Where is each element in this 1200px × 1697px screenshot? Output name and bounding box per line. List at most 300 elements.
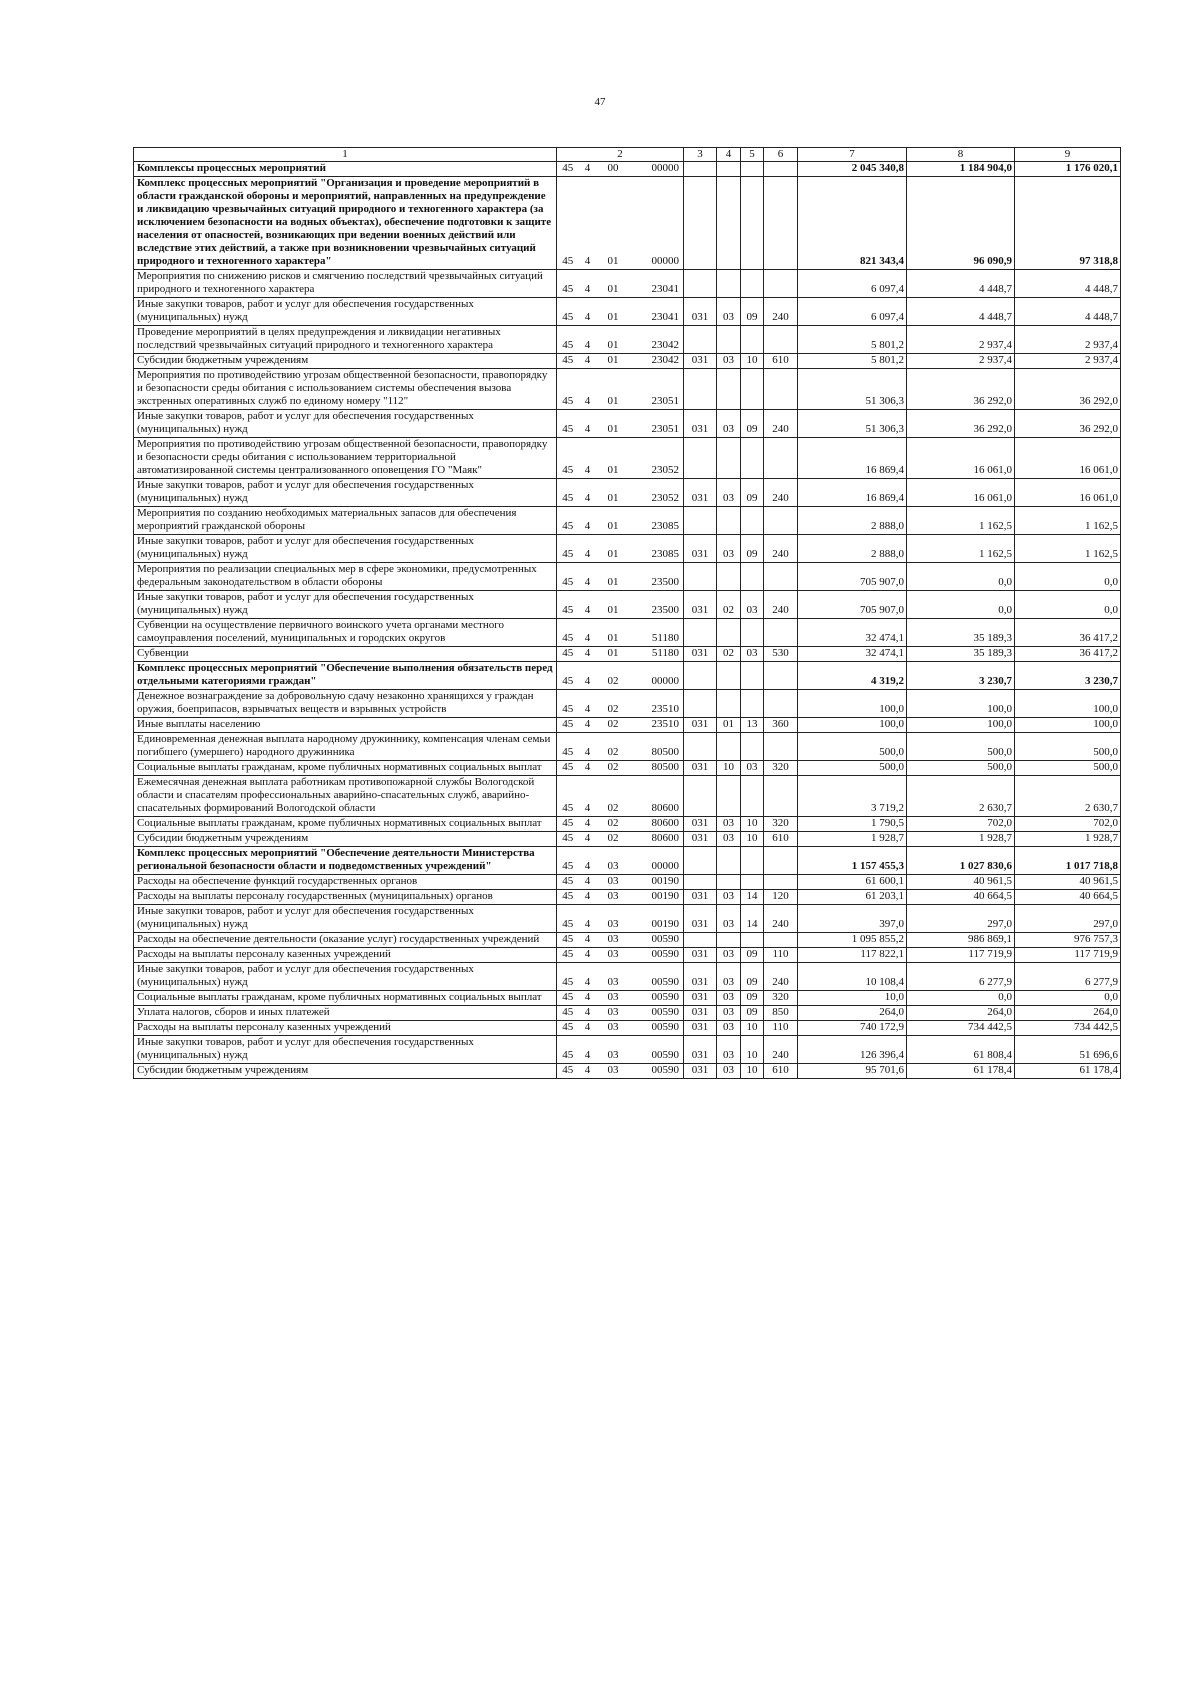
amount-col8: 2 937,4 <box>907 354 1015 369</box>
code-section: 03 <box>717 535 741 563</box>
col-header-4: 4 <box>717 148 741 162</box>
code-direction: 00000 <box>630 177 684 270</box>
code-subsection: 14 <box>741 890 764 905</box>
amount-col7: 6 097,4 <box>798 298 907 326</box>
amount-col7: 500,0 <box>798 733 907 761</box>
amount-col9: 0,0 <box>1015 591 1121 619</box>
amount-col9: 36 292,0 <box>1015 410 1121 438</box>
code-section: 03 <box>717 1064 741 1079</box>
amount-col8: 297,0 <box>907 905 1015 933</box>
table-row <box>134 847 1121 875</box>
amount-col9: 297,0 <box>1015 905 1121 933</box>
amount-col8: 6 277,9 <box>907 963 1015 991</box>
code-group: 45 <box>557 647 579 662</box>
amount-col9: 0,0 <box>1015 563 1121 591</box>
code-ministry <box>684 438 717 479</box>
code-subsection <box>741 507 764 535</box>
row-name: Расходы на выплаты персоналу государственных (муниципальных) органов <box>134 890 557 905</box>
amount-col8: 40 961,5 <box>907 875 1015 890</box>
col-header-1: 1 <box>134 148 557 162</box>
amount-col8: 500,0 <box>907 761 1015 776</box>
row-name: Мероприятия по реализации специальных мер в сфере экономики, предусмотренных федеральным законодательством в области обороны <box>134 563 557 591</box>
amount-col9: 3 230,7 <box>1015 662 1121 690</box>
code-subsection: 03 <box>741 761 764 776</box>
table-row <box>134 733 1121 761</box>
code-expense-type: 110 <box>764 1021 798 1036</box>
code-direction: 00590 <box>630 1036 684 1064</box>
row-name: Комплексы процессных мероприятий <box>134 162 557 177</box>
table-row <box>134 817 1121 832</box>
code-expense-type <box>764 733 798 761</box>
code-subsection: 09 <box>741 1006 764 1021</box>
code-subgroup: 4 <box>579 162 597 177</box>
code-complex: 03 <box>597 1006 630 1021</box>
row-name: Иные закупки товаров, работ и услуг для обеспечения государственных (муниципальных) нужд <box>134 905 557 933</box>
code-ministry: 031 <box>684 1021 717 1036</box>
row-name: Социальные выплаты гражданам, кроме публичных нормативных социальных выплат <box>134 817 557 832</box>
amount-col7: 51 306,3 <box>798 369 907 410</box>
row-name: Комплекс процессных мероприятий "Обеспечение выполнения обязательств перед отдельными категориями граждан" <box>134 662 557 690</box>
code-subsection: 14 <box>741 905 764 933</box>
code-subgroup: 4 <box>579 963 597 991</box>
row-name: Комплекс процессных мероприятий "Обеспечение деятельности Министерства региональной безопасности области и подведомственных учреждений" <box>134 847 557 875</box>
code-section <box>717 662 741 690</box>
table-row <box>134 438 1121 479</box>
amount-col7: 397,0 <box>798 905 907 933</box>
amount-col8: 4 448,7 <box>907 298 1015 326</box>
code-group: 45 <box>557 535 579 563</box>
code-section: 03 <box>717 890 741 905</box>
code-group: 45 <box>557 162 579 177</box>
code-direction: 00190 <box>630 905 684 933</box>
code-ministry <box>684 326 717 354</box>
col-header-3: 3 <box>684 148 717 162</box>
amount-col7: 95 701,6 <box>798 1064 907 1079</box>
code-group: 45 <box>557 354 579 369</box>
code-subsection: 10 <box>741 817 764 832</box>
code-group: 45 <box>557 718 579 733</box>
amount-col9: 36 292,0 <box>1015 369 1121 410</box>
code-complex: 01 <box>597 410 630 438</box>
code-ministry: 031 <box>684 718 717 733</box>
amount-col7: 5 801,2 <box>798 326 907 354</box>
amount-col7: 2 888,0 <box>798 507 907 535</box>
code-complex: 03 <box>597 890 630 905</box>
code-complex: 01 <box>597 270 630 298</box>
code-expense-type: 240 <box>764 479 798 507</box>
code-complex: 01 <box>597 535 630 563</box>
amount-col9: 40 961,5 <box>1015 875 1121 890</box>
amount-col9: 16 061,0 <box>1015 479 1121 507</box>
code-expense-type: 320 <box>764 817 798 832</box>
code-expense-type <box>764 662 798 690</box>
code-ministry <box>684 369 717 410</box>
code-direction: 00000 <box>630 847 684 875</box>
code-group: 45 <box>557 369 579 410</box>
code-group: 45 <box>557 991 579 1006</box>
code-section <box>717 369 741 410</box>
code-complex: 01 <box>597 354 630 369</box>
amount-col8: 100,0 <box>907 718 1015 733</box>
amount-col7: 2 045 340,8 <box>798 162 907 177</box>
code-group: 45 <box>557 817 579 832</box>
code-ministry <box>684 619 717 647</box>
amount-col8: 0,0 <box>907 991 1015 1006</box>
amount-col8: 117 719,9 <box>907 948 1015 963</box>
code-ministry: 031 <box>684 298 717 326</box>
code-complex: 02 <box>597 718 630 733</box>
code-group: 45 <box>557 832 579 847</box>
amount-col7: 1 790,5 <box>798 817 907 832</box>
code-subsection: 09 <box>741 948 764 963</box>
code-subsection <box>741 733 764 761</box>
code-ministry <box>684 563 717 591</box>
code-subgroup: 4 <box>579 647 597 662</box>
row-name: Иные закупки товаров, работ и услуг для обеспечения государственных (муниципальных) нужд <box>134 410 557 438</box>
amount-col7: 1 095 855,2 <box>798 933 907 948</box>
code-subgroup: 4 <box>579 948 597 963</box>
code-subgroup: 4 <box>579 662 597 690</box>
amount-col8: 1 027 830,6 <box>907 847 1015 875</box>
col-header-8: 8 <box>907 148 1015 162</box>
code-ministry: 031 <box>684 1006 717 1021</box>
code-section <box>717 563 741 591</box>
code-subgroup: 4 <box>579 270 597 298</box>
code-ministry <box>684 177 717 270</box>
code-section: 03 <box>717 1021 741 1036</box>
code-complex: 02 <box>597 776 630 817</box>
amount-col9: 1 017 718,8 <box>1015 847 1121 875</box>
amount-col9: 702,0 <box>1015 817 1121 832</box>
code-ministry <box>684 690 717 718</box>
code-section <box>717 690 741 718</box>
table-row <box>134 354 1121 369</box>
table-row <box>134 479 1121 507</box>
code-subsection <box>741 662 764 690</box>
code-subgroup: 4 <box>579 905 597 933</box>
code-subsection: 10 <box>741 832 764 847</box>
amount-col8: 0,0 <box>907 563 1015 591</box>
code-ministry: 031 <box>684 890 717 905</box>
code-subgroup: 4 <box>579 535 597 563</box>
code-complex: 01 <box>597 369 630 410</box>
table-row <box>134 761 1121 776</box>
code-ministry: 031 <box>684 963 717 991</box>
code-subsection <box>741 776 764 817</box>
code-section <box>717 326 741 354</box>
code-expense-type <box>764 507 798 535</box>
amount-col8: 1 928,7 <box>907 832 1015 847</box>
code-direction: 00000 <box>630 662 684 690</box>
amount-col7: 126 396,4 <box>798 1036 907 1064</box>
amount-col7: 2 888,0 <box>798 535 907 563</box>
code-subgroup: 4 <box>579 1006 597 1021</box>
table-row <box>134 662 1121 690</box>
amount-col8: 40 664,5 <box>907 890 1015 905</box>
code-complex: 01 <box>597 479 630 507</box>
table-row <box>134 326 1121 354</box>
row-name: Мероприятия по созданию необходимых материальных запасов для обеспечения мероприятий гражданской обороны <box>134 507 557 535</box>
code-subgroup: 4 <box>579 354 597 369</box>
code-section: 03 <box>717 1006 741 1021</box>
amount-col7: 10,0 <box>798 991 907 1006</box>
row-name: Единовременная денежная выплата народному дружиннику, компенсация членам семьи погибшего (умершего) народного дружинника <box>134 733 557 761</box>
code-complex: 01 <box>597 619 630 647</box>
code-ministry <box>684 933 717 948</box>
code-ministry: 031 <box>684 591 717 619</box>
amount-col9: 100,0 <box>1015 690 1121 718</box>
code-subsection <box>741 619 764 647</box>
amount-col7: 500,0 <box>798 761 907 776</box>
code-direction: 00190 <box>630 875 684 890</box>
code-complex: 03 <box>597 1036 630 1064</box>
code-complex: 01 <box>597 326 630 354</box>
code-group: 45 <box>557 1064 579 1079</box>
code-ministry: 031 <box>684 1036 717 1064</box>
code-direction: 23051 <box>630 410 684 438</box>
code-expense-type <box>764 563 798 591</box>
code-complex: 02 <box>597 761 630 776</box>
table-row <box>134 963 1121 991</box>
amount-col9: 1 162,5 <box>1015 507 1121 535</box>
code-direction: 23500 <box>630 591 684 619</box>
amount-col9: 1 928,7 <box>1015 832 1121 847</box>
code-direction: 23052 <box>630 438 684 479</box>
code-group: 45 <box>557 507 579 535</box>
code-subsection <box>741 177 764 270</box>
amount-col9: 500,0 <box>1015 761 1121 776</box>
code-subsection <box>741 933 764 948</box>
code-section: 03 <box>717 832 741 847</box>
code-subsection <box>741 162 764 177</box>
table-row <box>134 563 1121 591</box>
table-row <box>134 177 1121 270</box>
header-row <box>134 148 1121 162</box>
code-complex: 03 <box>597 963 630 991</box>
amount-col7: 705 907,0 <box>798 591 907 619</box>
code-complex: 01 <box>597 177 630 270</box>
row-name: Субсидии бюджетным учреждениям <box>134 1064 557 1079</box>
code-section: 02 <box>717 591 741 619</box>
code-direction: 51180 <box>630 619 684 647</box>
code-ministry <box>684 162 717 177</box>
code-expense-type: 240 <box>764 410 798 438</box>
amount-col9: 2 937,4 <box>1015 354 1121 369</box>
code-subsection: 09 <box>741 991 764 1006</box>
table-row <box>134 591 1121 619</box>
code-subsection <box>741 326 764 354</box>
row-name: Субвенции <box>134 647 557 662</box>
row-name: Проведение мероприятий в целях предупреждения и ликвидации негативных последствий чрезвычайных ситуаций природного и техногенного характера <box>134 326 557 354</box>
amount-col8: 4 448,7 <box>907 270 1015 298</box>
amount-col7: 61 203,1 <box>798 890 907 905</box>
code-ministry <box>684 662 717 690</box>
col-header-6: 6 <box>764 148 798 162</box>
code-subgroup: 4 <box>579 847 597 875</box>
amount-col7: 10 108,4 <box>798 963 907 991</box>
code-complex: 01 <box>597 298 630 326</box>
code-ministry: 031 <box>684 905 717 933</box>
code-subgroup: 4 <box>579 591 597 619</box>
code-expense-type: 110 <box>764 948 798 963</box>
code-expense-type: 240 <box>764 1036 798 1064</box>
amount-col8: 2 937,4 <box>907 326 1015 354</box>
code-expense-type <box>764 369 798 410</box>
code-group: 45 <box>557 410 579 438</box>
code-complex: 00 <box>597 162 630 177</box>
code-section <box>717 733 741 761</box>
code-expense-type <box>764 177 798 270</box>
row-name: Мероприятия по снижению рисков и смягчению последствий чрезвычайных ситуаций природного и техногенного характера <box>134 270 557 298</box>
code-expense-type: 610 <box>764 832 798 847</box>
amount-col8: 500,0 <box>907 733 1015 761</box>
code-direction: 00590 <box>630 991 684 1006</box>
table-row <box>134 991 1121 1006</box>
code-expense-type <box>764 847 798 875</box>
code-subgroup: 4 <box>579 369 597 410</box>
code-subsection: 09 <box>741 298 764 326</box>
code-subgroup: 4 <box>579 177 597 270</box>
code-ministry <box>684 507 717 535</box>
code-direction: 23510 <box>630 690 684 718</box>
code-expense-type: 320 <box>764 761 798 776</box>
code-direction: 00590 <box>630 933 684 948</box>
amount-col7: 5 801,2 <box>798 354 907 369</box>
row-name: Иные выплаты населению <box>134 718 557 733</box>
row-name: Иные закупки товаров, работ и услуг для обеспечения государственных (муниципальных) нужд <box>134 298 557 326</box>
code-section: 10 <box>717 761 741 776</box>
code-group: 45 <box>557 690 579 718</box>
amount-col7: 117 822,1 <box>798 948 907 963</box>
amount-col9: 40 664,5 <box>1015 890 1121 905</box>
amount-col9: 2 630,7 <box>1015 776 1121 817</box>
code-ministry <box>684 733 717 761</box>
code-section: 03 <box>717 298 741 326</box>
code-direction: 00590 <box>630 948 684 963</box>
amount-col7: 1 928,7 <box>798 832 907 847</box>
code-ministry <box>684 270 717 298</box>
code-subgroup: 4 <box>579 761 597 776</box>
code-subgroup: 4 <box>579 776 597 817</box>
code-subgroup: 4 <box>579 832 597 847</box>
amount-col7: 32 474,1 <box>798 619 907 647</box>
code-group: 45 <box>557 776 579 817</box>
code-ministry: 031 <box>684 948 717 963</box>
code-group: 45 <box>557 963 579 991</box>
code-section <box>717 619 741 647</box>
code-complex: 01 <box>597 591 630 619</box>
code-subsection: 09 <box>741 410 764 438</box>
code-expense-type: 240 <box>764 905 798 933</box>
code-section: 03 <box>717 905 741 933</box>
code-subgroup: 4 <box>579 563 597 591</box>
code-subsection: 10 <box>741 1064 764 1079</box>
row-name: Иные закупки товаров, работ и услуг для обеспечения государственных (муниципальных) нужд <box>134 1036 557 1064</box>
table-row <box>134 507 1121 535</box>
code-group: 45 <box>557 1036 579 1064</box>
code-subgroup: 4 <box>579 1036 597 1064</box>
amount-col8: 100,0 <box>907 690 1015 718</box>
code-direction: 80600 <box>630 776 684 817</box>
code-complex: 02 <box>597 832 630 847</box>
code-complex: 03 <box>597 905 630 933</box>
code-subsection: 13 <box>741 718 764 733</box>
code-section: 03 <box>717 991 741 1006</box>
amount-col9: 1 162,5 <box>1015 535 1121 563</box>
code-direction: 80500 <box>630 761 684 776</box>
code-ministry: 031 <box>684 410 717 438</box>
table-row <box>134 832 1121 847</box>
table-row <box>134 1021 1121 1036</box>
code-subsection: 10 <box>741 1036 764 1064</box>
table-row <box>134 535 1121 563</box>
amount-col8: 96 090,9 <box>907 177 1015 270</box>
amount-col9: 117 719,9 <box>1015 948 1121 963</box>
row-name: Мероприятия по противодействию угрозам общественной безопасности, правопорядку и безопасности среды обитания с использованием территориальной автоматизированной системы централизованного оповещения ГО "Маяк" <box>134 438 557 479</box>
code-expense-type: 240 <box>764 535 798 563</box>
code-subgroup: 4 <box>579 817 597 832</box>
code-complex: 03 <box>597 847 630 875</box>
code-subsection <box>741 563 764 591</box>
code-direction: 00000 <box>630 162 684 177</box>
amount-col8: 36 292,0 <box>907 369 1015 410</box>
code-ministry <box>684 875 717 890</box>
code-subsection <box>741 438 764 479</box>
row-name: Иные закупки товаров, работ и услуг для обеспечения государственных (муниципальных) нужд <box>134 479 557 507</box>
row-name: Комплекс процессных мероприятий "Организация и проведение мероприятий в области гражданской обороны и мероприятий, направленных на предупреждение и ликвидацию чрезвычайных ситуаций природного и техногенного характера (за исключением безопасности на водных объектах), обеспечение подготовки к защите населения от опасностей, возникающих при ведении военных действий или вследствие этих действий, а также при возникновении чрезвычайных ситуаций природного и техногенного характера" <box>134 177 557 270</box>
code-expense-type <box>764 690 798 718</box>
code-expense-type: 850 <box>764 1006 798 1021</box>
col-header-2: 2 <box>557 148 684 162</box>
amount-col8: 1 162,5 <box>907 507 1015 535</box>
amount-col8: 16 061,0 <box>907 438 1015 479</box>
amount-col7: 4 319,2 <box>798 662 907 690</box>
code-direction: 80500 <box>630 733 684 761</box>
code-subsection <box>741 369 764 410</box>
amount-col9: 0,0 <box>1015 991 1121 1006</box>
code-subgroup: 4 <box>579 298 597 326</box>
code-section: 03 <box>717 948 741 963</box>
amount-col8: 61 178,4 <box>907 1064 1015 1079</box>
code-complex: 03 <box>597 948 630 963</box>
code-expense-type: 240 <box>764 963 798 991</box>
code-section: 03 <box>717 963 741 991</box>
code-subsection <box>741 690 764 718</box>
code-direction: 23041 <box>630 270 684 298</box>
code-expense-type: 530 <box>764 647 798 662</box>
code-subsection: 03 <box>741 591 764 619</box>
code-group: 45 <box>557 1006 579 1021</box>
code-direction: 23085 <box>630 507 684 535</box>
code-complex: 02 <box>597 690 630 718</box>
code-section <box>717 875 741 890</box>
code-group: 45 <box>557 847 579 875</box>
code-direction: 23052 <box>630 479 684 507</box>
amount-col9: 4 448,7 <box>1015 270 1121 298</box>
code-section <box>717 162 741 177</box>
code-expense-type <box>764 619 798 647</box>
table-row <box>134 619 1121 647</box>
amount-col8: 16 061,0 <box>907 479 1015 507</box>
code-subsection <box>741 847 764 875</box>
table-row <box>134 933 1121 948</box>
code-expense-type <box>764 776 798 817</box>
code-direction: 23042 <box>630 326 684 354</box>
code-direction: 00590 <box>630 1006 684 1021</box>
code-group: 45 <box>557 948 579 963</box>
code-group: 45 <box>557 890 579 905</box>
code-subgroup: 4 <box>579 1021 597 1036</box>
